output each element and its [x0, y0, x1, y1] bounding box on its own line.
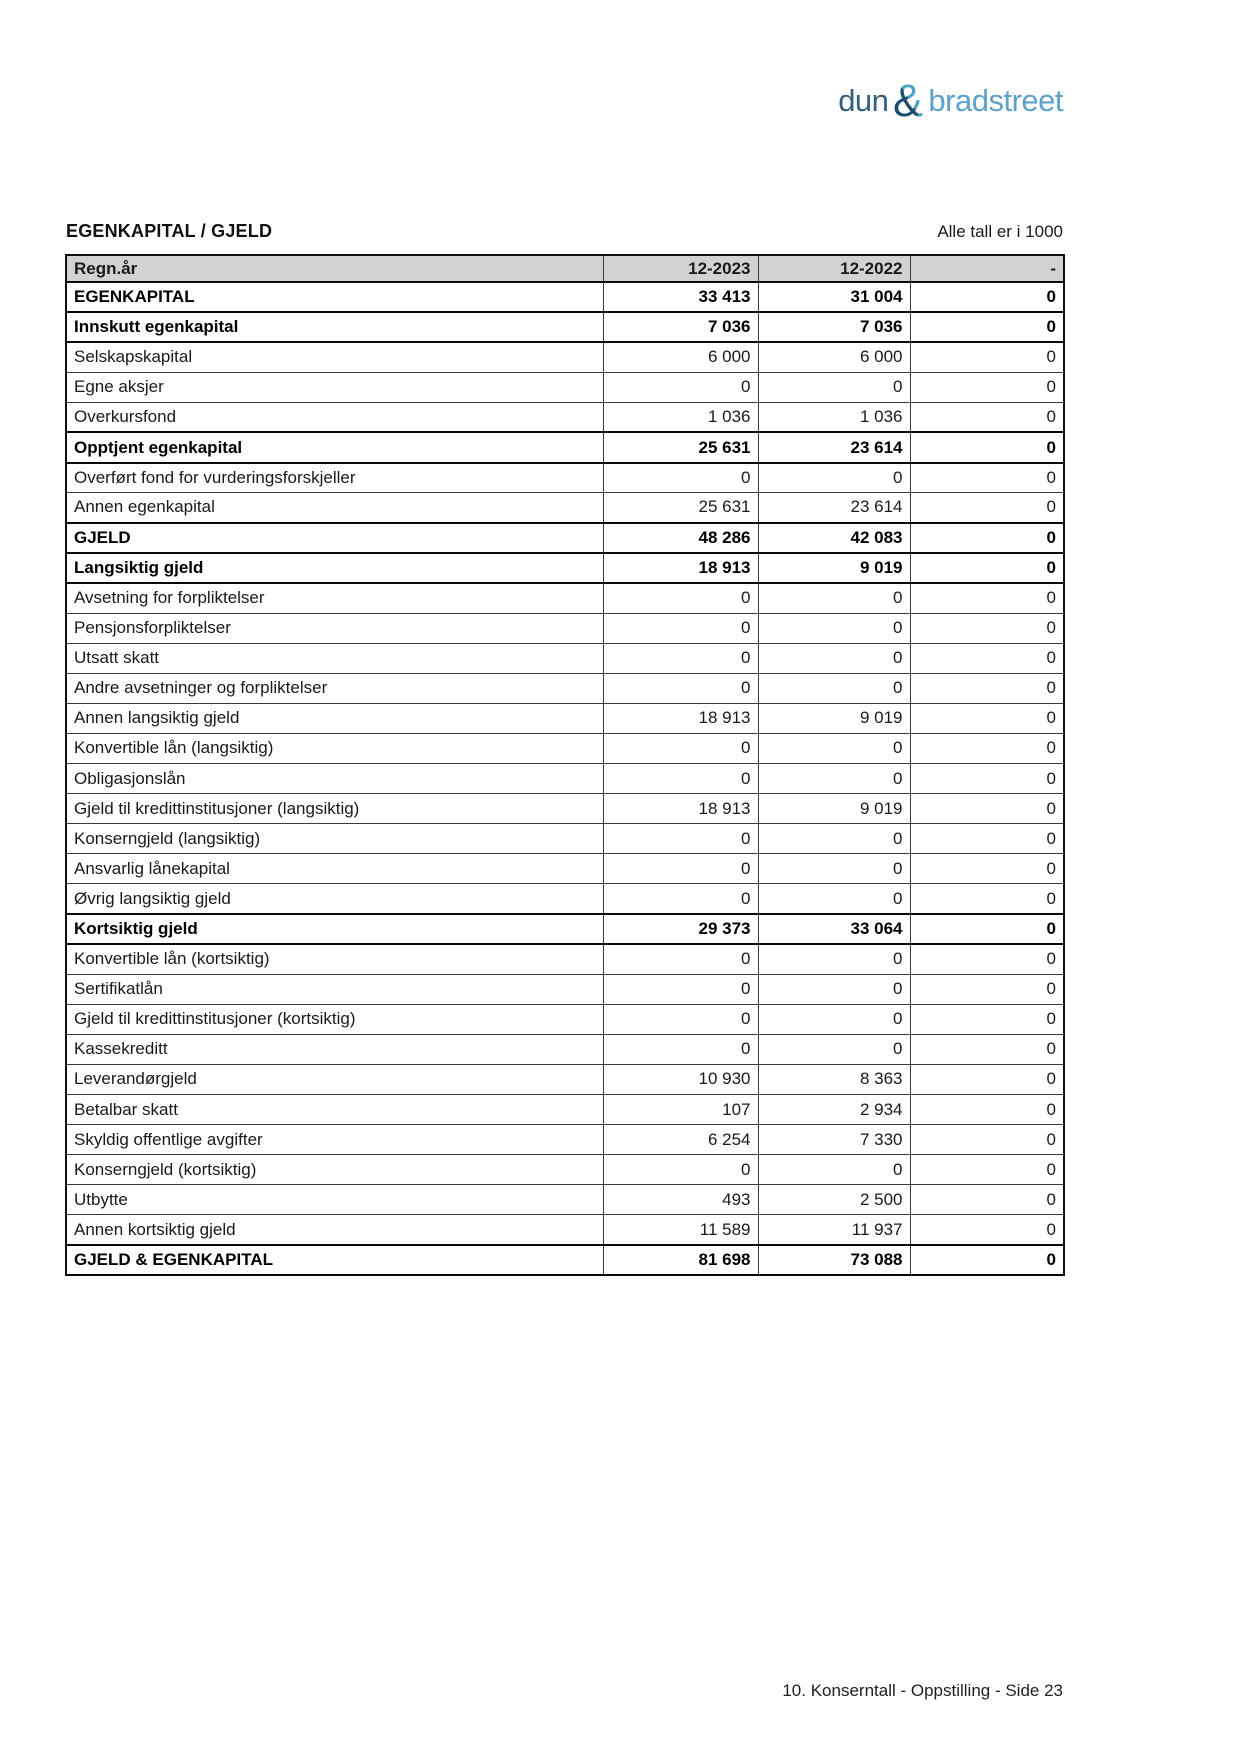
row-value-2022: 0: [758, 643, 910, 673]
row-label: Annen egenkapital: [66, 493, 603, 523]
row-value-2023: 11 589: [603, 1215, 758, 1245]
table-row: [66, 794, 1064, 824]
row-value-extra: 0: [910, 1245, 1064, 1275]
row-value-extra: 0: [910, 1064, 1064, 1094]
row-label: Pensjonsforpliktelser: [66, 613, 603, 643]
row-label: Gjeld til kredittinstitusjoner (kortsiktig): [66, 1004, 603, 1034]
row-value-2022: 7 330: [758, 1125, 910, 1155]
row-value-2023: 0: [603, 974, 758, 1004]
table-row: [66, 1064, 1064, 1094]
row-value-2023: 0: [603, 643, 758, 673]
table-row: [66, 974, 1064, 1004]
table-row: [66, 372, 1064, 402]
row-value-2023: 0: [603, 673, 758, 703]
table-row: [66, 1034, 1064, 1064]
table-row: [66, 703, 1064, 733]
row-value-extra: 0: [910, 493, 1064, 523]
row-value-2023: 1 036: [603, 402, 758, 432]
row-value-2023: 0: [603, 733, 758, 763]
column-header-2022: 12-2022: [758, 255, 910, 282]
row-value-2023: 0: [603, 1155, 758, 1185]
row-value-2022: 2 500: [758, 1185, 910, 1215]
table-row: [66, 944, 1064, 974]
row-value-2023: 10 930: [603, 1064, 758, 1094]
table-row: [66, 493, 1064, 523]
row-value-2023: 18 913: [603, 553, 758, 583]
row-value-2022: 0: [758, 1004, 910, 1034]
table-row: [66, 432, 1064, 462]
row-value-2022: 9 019: [758, 794, 910, 824]
row-value-2022: 0: [758, 673, 910, 703]
row-value-extra: 0: [910, 372, 1064, 402]
table-row: [66, 1215, 1064, 1245]
row-value-2023: 107: [603, 1095, 758, 1125]
row-value-extra: 0: [910, 312, 1064, 342]
row-value-2023: 6 000: [603, 342, 758, 372]
row-value-2023: 493: [603, 1185, 758, 1215]
row-value-2023: 0: [603, 854, 758, 884]
row-value-2022: 73 088: [758, 1245, 910, 1275]
row-label: GJELD: [66, 523, 603, 553]
table-row: [66, 282, 1064, 312]
row-value-2023: 0: [603, 824, 758, 854]
row-value-extra: 0: [910, 342, 1064, 372]
row-value-extra: 0: [910, 613, 1064, 643]
row-value-extra: 0: [910, 764, 1064, 794]
row-value-2023: 29 373: [603, 914, 758, 944]
row-value-2022: 0: [758, 372, 910, 402]
table-row: [66, 342, 1064, 372]
row-value-extra: 0: [910, 1155, 1064, 1185]
logo-text-dun: dun: [838, 83, 889, 118]
row-label: Kassekreditt: [66, 1034, 603, 1064]
row-label: Avsetning for forpliktelser: [66, 583, 603, 613]
row-label: Øvrig langsiktig gjeld: [66, 884, 603, 914]
row-value-extra: 0: [910, 794, 1064, 824]
footer-text: 10. Konserntall - Oppstilling - Side 23: [782, 1681, 1063, 1700]
column-header-regnar: Regn.år: [66, 255, 603, 282]
row-label: Betalbar skatt: [66, 1095, 603, 1125]
row-value-extra: 0: [910, 733, 1064, 763]
table-row: [66, 854, 1064, 884]
balance-table: [65, 254, 1065, 1276]
row-label: Utbytte: [66, 1185, 603, 1215]
table-row: [66, 583, 1064, 613]
row-label: Leverandørgjeld: [66, 1064, 603, 1094]
row-value-2022: 9 019: [758, 553, 910, 583]
row-value-2022: 0: [758, 974, 910, 1004]
table-row: [66, 523, 1064, 553]
row-value-2023: 18 913: [603, 703, 758, 733]
row-value-2022: 42 083: [758, 523, 910, 553]
row-value-extra: 0: [910, 282, 1064, 312]
row-value-extra: 0: [910, 974, 1064, 1004]
row-value-extra: 0: [910, 673, 1064, 703]
row-label: Ansvarlig lånekapital: [66, 854, 603, 884]
table-row: [66, 553, 1064, 583]
row-value-2022: 6 000: [758, 342, 910, 372]
row-value-2022: 0: [758, 1034, 910, 1064]
row-value-2023: 48 286: [603, 523, 758, 553]
row-value-2022: 2 934: [758, 1095, 910, 1125]
row-label: Skyldig offentlige avgifter: [66, 1125, 603, 1155]
logo-text-bradstreet: bradstreet: [928, 83, 1063, 118]
row-value-2023: 6 254: [603, 1125, 758, 1155]
table-row: [66, 733, 1064, 763]
row-label: GJELD & EGENKAPITAL: [66, 1245, 603, 1275]
row-value-extra: 0: [910, 463, 1064, 493]
row-label: Egne aksjer: [66, 372, 603, 402]
row-value-extra: 0: [910, 1185, 1064, 1215]
row-value-2022: 0: [758, 733, 910, 763]
dun-bradstreet-logo: [838, 76, 1063, 126]
row-label: Innskutt egenkapital: [66, 312, 603, 342]
row-label: Gjeld til kredittinstitusjoner (langsiktig): [66, 794, 603, 824]
table-row: [66, 884, 1064, 914]
row-value-2022: 0: [758, 824, 910, 854]
row-value-2022: 0: [758, 944, 910, 974]
row-value-2023: 33 413: [603, 282, 758, 312]
row-value-2023: 0: [603, 583, 758, 613]
row-value-2022: 0: [758, 613, 910, 643]
balance-table-body: [66, 282, 1064, 1275]
row-value-2022: 0: [758, 884, 910, 914]
table-header-row: [66, 255, 1064, 282]
row-label: Opptjent egenkapital: [66, 432, 603, 462]
row-value-2022: 1 036: [758, 402, 910, 432]
row-value-extra: 0: [910, 553, 1064, 583]
row-value-extra: 0: [910, 1215, 1064, 1245]
table-row: [66, 914, 1064, 944]
row-value-2022: 23 614: [758, 432, 910, 462]
row-value-2022: 0: [758, 1155, 910, 1185]
row-value-2023: 25 631: [603, 493, 758, 523]
row-label: Kortsiktig gjeld: [66, 914, 603, 944]
row-value-2022: 0: [758, 764, 910, 794]
row-value-2023: 18 913: [603, 794, 758, 824]
row-label: Overført fond for vurderingsforskjeller: [66, 463, 603, 493]
table-row: [66, 312, 1064, 342]
row-label: Selskapskapital: [66, 342, 603, 372]
table-row: [66, 1004, 1064, 1034]
ampersand-icon: [889, 76, 927, 126]
row-value-extra: 0: [910, 432, 1064, 462]
row-label: Overkursfond: [66, 402, 603, 432]
row-value-2023: 0: [603, 613, 758, 643]
row-label: Konserngjeld (langsiktig): [66, 824, 603, 854]
page-title: EGENKAPITAL / GJELD: [66, 221, 273, 241]
row-label: Konserngjeld (kortsiktig): [66, 1155, 603, 1185]
table-row: [66, 1245, 1064, 1275]
row-label: Konvertible lån (langsiktig): [66, 733, 603, 763]
row-value-extra: 0: [910, 402, 1064, 432]
row-label: EGENKAPITAL: [66, 282, 603, 312]
row-value-2022: 0: [758, 583, 910, 613]
row-label: Obligasjonslån: [66, 764, 603, 794]
row-value-2022: 8 363: [758, 1064, 910, 1094]
row-value-extra: 0: [910, 1034, 1064, 1064]
row-value-2023: 0: [603, 1004, 758, 1034]
row-label: Andre avsetninger og forpliktelser: [66, 673, 603, 703]
row-value-extra: 0: [910, 583, 1064, 613]
row-value-2023: 0: [603, 372, 758, 402]
row-value-2022: 0: [758, 854, 910, 884]
row-value-2023: 0: [603, 1034, 758, 1064]
row-label: Langsiktig gjeld: [66, 553, 603, 583]
row-value-2023: 0: [603, 463, 758, 493]
row-value-extra: 0: [910, 643, 1064, 673]
units-note: Alle tall er i 1000: [937, 222, 1063, 241]
row-value-extra: 0: [910, 944, 1064, 974]
table-row: [66, 613, 1064, 643]
table-row: [66, 764, 1064, 794]
table-row: [66, 1095, 1064, 1125]
row-value-extra: 0: [910, 914, 1064, 944]
row-value-2023: 0: [603, 884, 758, 914]
table-row: [66, 824, 1064, 854]
title-row: [66, 221, 1063, 242]
row-label: Sertifikatlån: [66, 974, 603, 1004]
table-row: [66, 1125, 1064, 1155]
row-value-extra: 0: [910, 1125, 1064, 1155]
row-value-2023: 7 036: [603, 312, 758, 342]
row-value-extra: 0: [910, 824, 1064, 854]
row-label: Konvertible lån (kortsiktig): [66, 944, 603, 974]
row-value-2022: 7 036: [758, 312, 910, 342]
row-label: Annen kortsiktig gjeld: [66, 1215, 603, 1245]
row-value-2022: 9 019: [758, 703, 910, 733]
row-value-extra: 0: [910, 884, 1064, 914]
row-value-2023: 0: [603, 764, 758, 794]
table-row: [66, 402, 1064, 432]
row-value-2022: 31 004: [758, 282, 910, 312]
row-value-extra: 0: [910, 1095, 1064, 1125]
column-header-2023: 12-2023: [603, 255, 758, 282]
row-value-extra: 0: [910, 523, 1064, 553]
row-value-extra: 0: [910, 854, 1064, 884]
column-header-dash: -: [910, 255, 1064, 282]
row-value-extra: 0: [910, 703, 1064, 733]
svg-text:&: &: [893, 76, 924, 126]
table-row: [66, 643, 1064, 673]
table-row: [66, 1155, 1064, 1185]
table-row: [66, 673, 1064, 703]
row-value-2022: 0: [758, 463, 910, 493]
row-label: Utsatt skatt: [66, 643, 603, 673]
row-value-extra: 0: [910, 1004, 1064, 1034]
table-row: [66, 1185, 1064, 1215]
row-value-2022: 11 937: [758, 1215, 910, 1245]
table-row: [66, 463, 1064, 493]
row-value-2022: 23 614: [758, 493, 910, 523]
row-value-2023: 81 698: [603, 1245, 758, 1275]
row-value-2023: 25 631: [603, 432, 758, 462]
row-value-2023: 0: [603, 944, 758, 974]
row-value-2022: 33 064: [758, 914, 910, 944]
row-label: Annen langsiktig gjeld: [66, 703, 603, 733]
